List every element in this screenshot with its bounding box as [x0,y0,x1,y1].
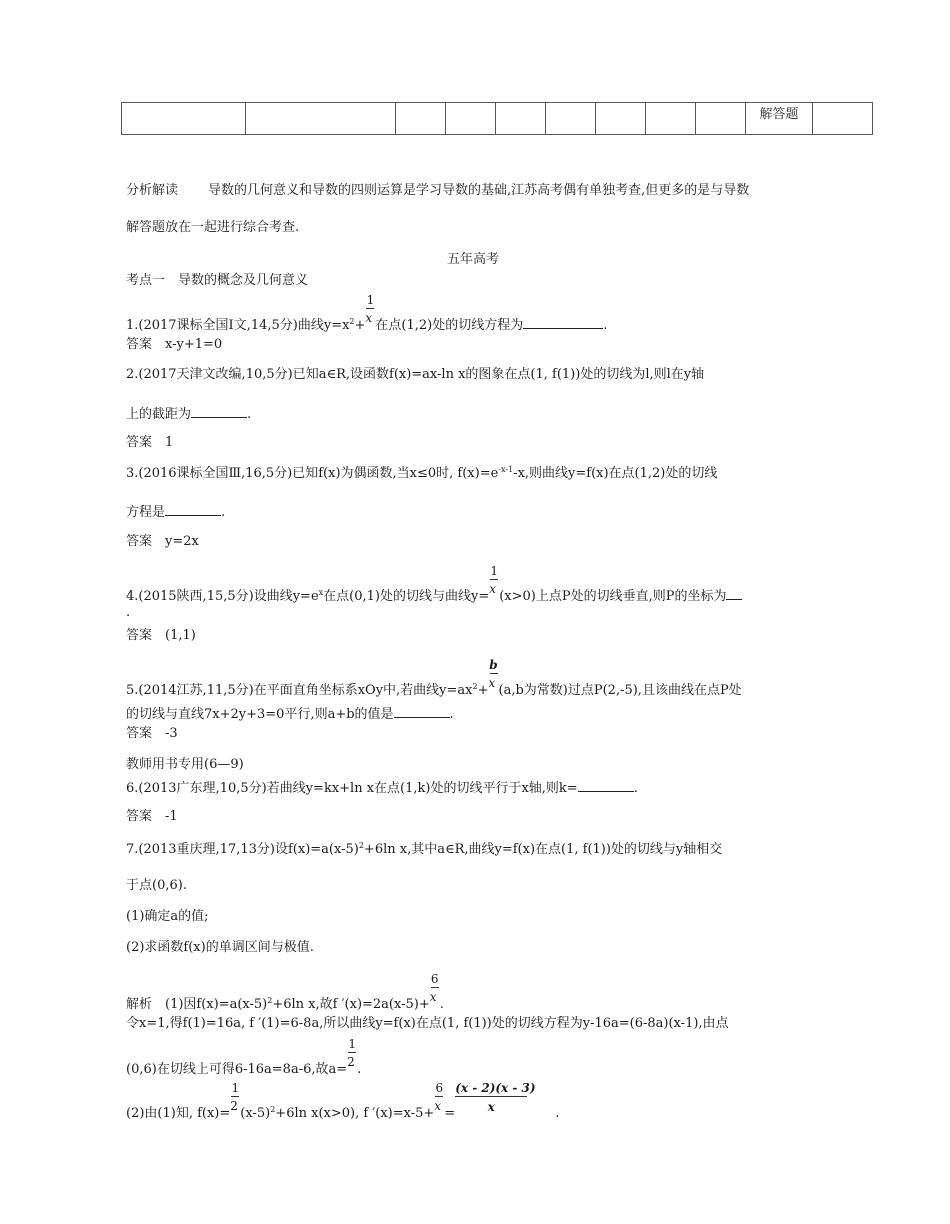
solution-exponent: 2 [267,996,273,1005]
solution-big-denominator: x [487,1100,495,1114]
q4-numerator: 1 [490,564,499,578]
solution-line-4 [126,1081,560,1122]
table-cell [246,103,396,135]
solution-end-3: . [555,1106,560,1121]
answer-5: 答案 -3 [126,726,178,741]
fraction-bar [366,308,374,309]
solution-text: 解析 (1)因f(x)=a(x-5) [126,997,268,1012]
answer-blank [726,586,742,600]
answer-6: 答案 -1 [126,809,178,824]
solution-fraction-4 [434,1081,444,1117]
answer-blank [165,502,221,516]
q6-text: 6.(2013广东理,10,5分)若曲线y=kx+ln x在点(1,k)处的切线平行于x轴,则k= [126,781,578,796]
q4-text: 4.(2015陕西,15,5分)设曲线y=e [126,589,319,604]
solution-text-6: +6ln x(x>0), f ′(x)=x-5+ [275,1106,435,1121]
summary-table [121,102,873,135]
table-cell [646,103,696,135]
table-row [122,103,873,135]
q5-text-2: (a,b为常数)过点P(2,-5),且该曲线在点P处 [498,683,742,698]
teacher-note: 教师用书专用(6—9) [126,757,244,772]
q1-exponent: 2 [349,317,355,326]
solution-fraction-2 [347,1037,357,1073]
q5-exponent: 2 [472,682,478,691]
q1-text-2: 在点(1,2)处的切线方程为 [375,318,524,333]
answer-blank [394,704,450,718]
answer-blank [191,404,247,418]
q3-end: . [221,505,226,520]
solution-text-4: (2)由(1)知, f(x)= [126,1106,231,1121]
answer-blank [523,315,603,329]
table-cell [496,103,546,135]
solution-big-numerator: (x - 2)(x - 3) [455,1081,536,1095]
question-7-part-2: (2)求函数f(x)的单调区间与极值. [126,940,314,955]
q5-denominator: x [488,676,496,690]
question-7-line-2: 于点(0,6). [126,878,187,893]
solution-fraction [429,972,440,1008]
analysis-text-1: 导数的几何意义和导数的四则运算是学习导数的基础,江苏高考偶有单独考查,但更多的是与导数 [208,183,750,198]
fraction-bar [490,579,498,580]
answer-blank [578,778,634,792]
table-cell [596,103,646,135]
q1-text: 1.(2017课标全国Ⅰ文,14,5分)曲线y=x [126,318,350,333]
q5-text-3: 的切线与直线7x+2y+3=0平行,则a+b的值是 [126,707,394,722]
question-1 [126,293,608,334]
solution-text-3: (0,6)在切线上可得6-16a=8a-6,故a= [126,1062,348,1077]
fraction-bar [490,673,498,674]
q5-plus: + [477,683,489,698]
topic-heading: 考点一 导数的概念及几何意义 [126,273,309,288]
table-cell [813,103,873,135]
analysis-label: 分析解读 [126,183,179,198]
question-5-line-1 [126,658,742,699]
q3-exponent: -x-1 [498,465,514,474]
fraction-bar [348,1052,356,1053]
q4-text-2: 在点(0,1)处的切线与曲线y= [323,589,490,604]
fraction-bar [231,1096,239,1097]
q6-end: . [633,781,638,796]
solution-text-5: (x-5) [240,1106,271,1121]
q1-end: . [603,318,608,333]
solution-end-2: . [357,1062,362,1077]
q2-end: . [247,407,252,422]
table-cell [546,103,596,135]
q1-numerator: 1 [366,293,375,307]
q2-text: 上的截距为 [126,407,192,422]
q4-fraction [489,564,499,600]
q5-text: 5.(2014江苏,11,5分)在平面直角坐标系xOy中,若曲线y=ax [126,683,473,698]
q4-denominator: x [489,582,496,596]
fraction-bar [455,1096,527,1097]
fraction-bar [431,987,439,988]
answer-1: 答案 x-y+1=0 [126,337,223,352]
solution-big-fraction [455,1081,536,1117]
solution-equals: = [444,1106,456,1121]
answer-3: 答案 y=2x [126,534,199,549]
solution-numerator-2: 1 [348,1037,356,1051]
answer-2: 答案 1 [126,435,174,450]
table-cell [696,103,746,135]
solution-denominator-4: x [434,1099,442,1113]
table-cell [122,103,246,135]
solution-fraction-3 [230,1081,240,1117]
q4-text-3: (x>0)上点P处的切线垂直,则P的坐标为 [499,589,727,604]
table-cell-question-type: 解答题 [746,103,813,135]
q7-exponent: 2 [358,841,364,850]
solution-end: . [439,997,444,1012]
question-2-line-1: 2.(2017天津文改编,10,5分)已知a∈R,设函数f(x)=ax-ln x的图象在点(1, f(1))处的切线为l,则l在y轴 [126,367,705,382]
analysis-line-2: 解答题放在一起进行综合考查. [126,220,300,235]
solution-text-2: +6ln x,故f ′(x)=2a(x-5)+ [272,997,430,1012]
solution-denominator: x [429,990,437,1004]
solution-exponent-2: 2 [270,1105,276,1114]
section-title: 五年高考 [447,252,500,267]
solution-line-1 [126,972,444,1013]
analysis-line-1 [126,183,749,199]
answer-4: 答案 (1,1) [126,628,196,643]
solution-line-2: 令x=1,得f(1)=16a, f ′(1)=6-8a,所以曲线y=f(x)在点(1, f(1))处的切线方程为y-16a=(6-8a)(x-1),由点 [126,1016,729,1031]
q5-fraction [488,658,499,694]
q3-text-3: 方程是 [126,505,166,520]
question-2-line-2 [126,404,251,423]
table-cell [446,103,496,135]
question-5-line-2 [126,704,454,723]
q3-text-2: -x,则曲线y=f(x)在点(1,2)处的切线 [513,466,718,481]
q7-text-2: +6ln x,其中a∈R,曲线y=f(x)在点(1, f(1))处的切线与y轴相交 [363,842,723,857]
q1-plus: + [354,318,366,333]
question-3-line-1 [126,466,717,482]
solution-numerator-3: 1 [231,1081,240,1095]
question-3-line-2 [126,502,225,521]
solution-denominator-3: 2 [230,1099,238,1113]
q7-text: 7.(2013重庆理,17,13分)设f(x)=a(x-5) [126,842,359,857]
question-4-line-2: . [126,605,131,620]
question-7-part-1: (1)确定a的值; [126,909,209,924]
question-4-line-1 [126,564,742,605]
fraction-bar [435,1096,443,1097]
solution-numerator: 6 [430,972,439,986]
q3-text: 3.(2016课标全国Ⅲ,16,5分)已知f(x)为偶函数,当x≤0时, f(x)=e [126,466,499,481]
q1-denominator: x [365,311,373,325]
question-7-line-1 [126,842,722,858]
solution-numerator-4: 6 [435,1081,444,1095]
q4-exponent: x [318,588,324,597]
solution-denominator-2: 2 [347,1055,355,1069]
solution-line-3 [126,1037,362,1078]
table-cell [396,103,446,135]
q1-fraction [365,293,375,329]
q5-numerator: b [489,658,498,672]
q5-end: . [449,707,454,722]
question-6 [126,778,638,797]
